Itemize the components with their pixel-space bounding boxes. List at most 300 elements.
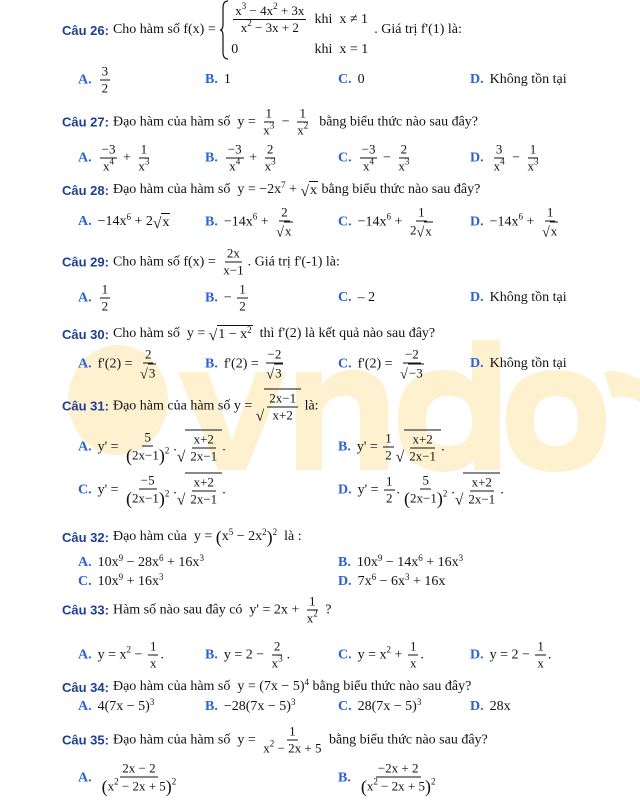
parenthesis: ( (126, 488, 133, 509)
answer-option[interactable] (78, 473, 226, 508)
answer-option[interactable] (338, 347, 428, 382)
numerator (408, 639, 419, 656)
answer-option[interactable] (338, 552, 464, 571)
math-text: f'(2) = (97, 356, 137, 371)
math-text: 1 (223, 72, 231, 87)
case-expression (231, 0, 314, 40)
option-letter: A. (78, 214, 92, 229)
math-text: 1 (299, 105, 306, 121)
answer-option[interactable] (470, 639, 551, 672)
fraction (535, 639, 546, 672)
answer-option[interactable] (78, 761, 180, 796)
answer-option[interactable] (338, 639, 424, 672)
numerator (267, 391, 298, 408)
option-letter: D. (470, 290, 484, 305)
math-text: x (310, 183, 318, 198)
answer-option[interactable] (470, 356, 567, 372)
math-text: − (278, 114, 294, 129)
answer-option[interactable] (338, 142, 413, 175)
math-text: Không tồn tại (489, 290, 567, 305)
numerator (233, 0, 306, 20)
option-letter: C. (338, 356, 352, 371)
superscript: 6 (159, 552, 164, 563)
option-letter: D. (338, 574, 352, 589)
math-text: x (527, 158, 535, 174)
denominator (361, 156, 376, 175)
math-text: x (235, 3, 242, 19)
math-text: 0 (231, 41, 239, 57)
superscript: 2 (442, 488, 448, 498)
math-text: − 3x + 2 (251, 20, 299, 36)
denominator (263, 156, 278, 175)
math-text: − (379, 150, 395, 165)
denominator (384, 491, 395, 507)
denominator (100, 778, 179, 796)
math-text: Đạo hàm của hàm số y = (112, 732, 260, 747)
math-text: 2 (239, 298, 246, 314)
answer-option[interactable] (470, 699, 511, 715)
option-letter: D. (470, 699, 484, 714)
math-text: x (493, 158, 501, 174)
math-text: − 2x (233, 529, 263, 544)
fraction (408, 205, 435, 240)
math-text: f'(2) = (357, 356, 397, 371)
math-text: x (537, 655, 544, 671)
math-text: bằng biểu thức nào sau đây? (312, 114, 478, 129)
superscript: 9 (118, 552, 124, 563)
option-letter: B. (338, 770, 351, 785)
math-text: Không tồn tại (489, 356, 567, 371)
radicand (284, 222, 293, 240)
numerator (470, 475, 494, 492)
option-letter: B. (205, 290, 218, 305)
superscript: 2 (431, 776, 436, 786)
math-text: x+2 (193, 431, 214, 447)
option-letter: C. (338, 699, 352, 714)
math-text: 7x (357, 574, 372, 589)
radicand (274, 364, 283, 382)
math-text: x (240, 20, 248, 36)
answer-option[interactable] (338, 761, 440, 796)
math-text: Đạo hàm của hàm số y = (112, 114, 260, 129)
answer-option[interactable] (78, 552, 204, 571)
math-text: 3 (495, 141, 503, 157)
numerator (266, 347, 284, 364)
answer-option[interactable] (78, 142, 153, 175)
math-text: 3 (101, 63, 109, 79)
question-label: Câu 35: (62, 732, 109, 748)
answer-option[interactable] (338, 473, 504, 508)
math-text: − (131, 647, 146, 662)
math-text: . (173, 482, 177, 497)
math-text: x (264, 158, 272, 174)
math-text: −14x (489, 214, 519, 229)
math-text: −28(7x − 5) (223, 699, 291, 714)
radical-sign-icon: √ (140, 366, 148, 383)
denominator (227, 156, 242, 175)
question-label: Câu 28: (62, 182, 109, 198)
answer-option[interactable] (78, 639, 164, 672)
question-stem (62, 0, 462, 60)
superscript: 3 (534, 156, 539, 166)
parenthesis: ) (165, 776, 172, 797)
fraction (124, 430, 171, 465)
question-stem (62, 181, 480, 199)
answer-option[interactable] (338, 290, 375, 306)
superscript: 3 (144, 156, 150, 166)
radical-sign-icon: √ (255, 407, 265, 425)
math-text: 3 (148, 365, 156, 381)
math-text: 1 (265, 105, 273, 121)
option-letter: D. (470, 647, 484, 662)
math-text: + (391, 214, 406, 229)
math-text: y' = (97, 482, 123, 497)
option-letter: B. (205, 214, 218, 229)
math-text: y' = (357, 482, 383, 497)
denominator (402, 490, 449, 508)
math-text: + (257, 214, 273, 229)
math-text: 1 (537, 638, 544, 654)
superscript: 3 (290, 696, 296, 707)
math-text: −2 (404, 346, 419, 362)
denominator (526, 156, 541, 175)
option-letter: B. (205, 699, 218, 714)
parenthesis: ) (425, 776, 432, 797)
superscript: 3 (159, 571, 164, 582)
math-text: − 2x + 5 (118, 778, 166, 794)
math-text: bằng biểu thức nào sau đây? (318, 182, 481, 197)
math-text: 4(7x − 5) (97, 699, 150, 714)
math-text: 2 (266, 141, 274, 157)
option-letter: A. (78, 555, 92, 570)
numerator (100, 142, 118, 159)
math-text: −14x (97, 214, 127, 229)
math-text: −3 (227, 141, 242, 157)
denominator (295, 120, 310, 139)
option-letter: A. (78, 356, 92, 371)
math-text: 2 (144, 346, 152, 362)
denominator (261, 738, 323, 757)
denominator (264, 364, 284, 382)
math-text: x (263, 122, 270, 138)
math-text: . (500, 482, 504, 497)
answer-option[interactable] (338, 72, 365, 88)
parenthesis: ( (360, 776, 367, 797)
math-text: 1 (529, 141, 537, 157)
denominator (359, 778, 438, 796)
math-text: 2x (226, 245, 240, 261)
fraction (407, 432, 438, 465)
math-text: y = x (97, 647, 127, 662)
superscript: 6 (371, 571, 377, 582)
square-root (396, 430, 441, 465)
cases-table (231, 0, 374, 60)
question-stem (62, 724, 488, 757)
superscript: 2 (272, 526, 278, 537)
math-text: . Giá trị f'(-1) là: (247, 254, 340, 269)
option-letter: B. (338, 439, 351, 454)
math-text: 10x (356, 555, 378, 570)
fraction (492, 142, 507, 175)
denominator (101, 156, 116, 175)
fraction (384, 474, 395, 507)
option-letter: A. (78, 647, 92, 662)
math-text: 28x (489, 699, 511, 714)
math-text: 2x−1 (410, 490, 437, 506)
denominator (492, 156, 507, 175)
math-text: x−1 (223, 262, 244, 278)
watermark-letter-o (506, 370, 606, 472)
math-text: + (285, 182, 301, 197)
answer-option[interactable] (78, 696, 155, 715)
parenthesis: ( (101, 776, 108, 797)
denominator (138, 364, 158, 382)
math-text: 1 (309, 593, 316, 609)
square-root (177, 430, 222, 465)
math-text: x+2 (471, 474, 492, 490)
math-text: + 16x (123, 574, 160, 589)
denominator (396, 156, 411, 175)
math-text: 1 (239, 281, 246, 297)
radicand (408, 364, 424, 382)
superscript: 3 (416, 696, 422, 707)
math-text: −3 (101, 141, 116, 157)
answer-option[interactable] (338, 205, 437, 240)
numerator (535, 639, 546, 656)
math-text: 3 (275, 365, 282, 381)
answer-option[interactable] (338, 571, 446, 590)
superscript: 2 (247, 17, 252, 28)
radical-sign-icon: √ (176, 491, 186, 509)
fraction (267, 391, 298, 424)
answer-option[interactable] (78, 64, 112, 97)
math-text: 2x−1 (190, 491, 218, 507)
answer-option[interactable] (205, 347, 287, 382)
answer-option[interactable] (205, 639, 290, 672)
math-text: + 16x (409, 574, 446, 589)
fraction (100, 761, 179, 796)
fraction (270, 639, 285, 672)
superscript: 6 (386, 211, 392, 222)
math-text: y = x (357, 647, 387, 662)
math-text: Cho hàm số y = (112, 326, 209, 341)
fraction (305, 594, 320, 627)
math-text: Hàm số nào sau đây có y' = 2x + (112, 602, 303, 617)
answer-option[interactable] (78, 282, 112, 315)
answer-option[interactable] (470, 205, 562, 240)
answer-option[interactable] (338, 696, 422, 715)
math-text: −2 (267, 346, 282, 362)
superscript: 3 (404, 156, 410, 166)
math-text: 1 (289, 723, 296, 739)
answer-option[interactable] (78, 430, 226, 465)
math-text: Không tồn tại (489, 72, 567, 87)
denominator (100, 299, 111, 315)
superscript: 3 (271, 156, 276, 166)
numerator (192, 432, 216, 449)
radical-sign-icon: √ (176, 448, 186, 466)
math-text: − (508, 150, 524, 165)
answer-option[interactable] (205, 696, 296, 715)
denominator (274, 222, 294, 240)
question-label: Câu 26: (62, 22, 109, 38)
fraction (136, 142, 151, 175)
superscript: 2 (269, 738, 275, 748)
radicand (550, 222, 559, 240)
denominator (188, 449, 219, 465)
math-text: y = 2 − (489, 647, 534, 662)
fraction (261, 106, 276, 139)
denominator (148, 656, 159, 672)
answer-option[interactable] (470, 142, 543, 175)
math-text: x+2 (412, 431, 433, 447)
math-text: − 4x (246, 3, 274, 19)
radicand (424, 222, 433, 240)
superscript: 4 (304, 676, 309, 687)
answer-option[interactable] (78, 571, 164, 590)
option-letter: A. (78, 770, 92, 785)
parenthesis: ( (404, 488, 411, 509)
math-text: x (138, 158, 145, 174)
math-text: 1 (409, 638, 417, 654)
math-text: − 14x (382, 555, 419, 570)
radicand (463, 473, 500, 508)
math-text: 1 − x (218, 327, 248, 342)
math-text: Đạo hàm của hàm số y = −2x (112, 182, 282, 197)
option-letter: C. (338, 290, 352, 305)
question-label: Câu 32: (62, 529, 109, 545)
math-text: 2 (281, 204, 288, 220)
math-text: . (173, 439, 177, 454)
math-text: . (222, 482, 226, 497)
superscript: 5 (228, 526, 234, 537)
math-text: 10x (97, 555, 119, 570)
math-text: . (222, 439, 226, 454)
answer-option[interactable] (78, 347, 160, 382)
math-text: 2x−1 (190, 448, 218, 464)
superscript: 2 (313, 608, 318, 618)
square-root (266, 364, 282, 382)
superscript: 3 (199, 552, 204, 563)
math-text: 1 (149, 638, 157, 654)
numerator (420, 473, 431, 490)
radicand (148, 364, 157, 382)
fraction (540, 205, 560, 240)
radical-sign-icon: √ (152, 214, 162, 232)
superscript: 4 (500, 156, 505, 166)
numerator (192, 475, 216, 492)
answer-option[interactable] (338, 430, 445, 465)
math-text: 2x−1 (409, 448, 437, 464)
option-letter: C. (338, 150, 352, 165)
numerator (120, 761, 157, 778)
math-text: − 2x + 5 (377, 778, 426, 794)
math-text: − 6x (376, 574, 406, 589)
option-letter: A. (78, 439, 92, 454)
math-text: x (162, 215, 170, 230)
math-text: x (271, 655, 279, 671)
answer-option[interactable] (205, 205, 297, 240)
answer-option[interactable] (78, 213, 170, 231)
denominator (407, 449, 438, 465)
answer-option[interactable] (470, 290, 567, 306)
parenthesis: ) (266, 527, 273, 547)
fraction (100, 142, 118, 175)
question-label: Câu 27: (62, 114, 109, 130)
math-text: 1 (101, 281, 109, 297)
math-text: 2x−1 (468, 491, 496, 507)
fraction (226, 142, 244, 175)
denominator (136, 156, 151, 175)
math-text: . (160, 647, 164, 662)
superscript: 6 (252, 211, 258, 222)
superscript: 2 (164, 488, 170, 498)
option-letter: D. (338, 482, 352, 497)
question-label: Câu 33: (62, 602, 109, 618)
answer-option[interactable] (205, 282, 250, 315)
superscript: 2 (386, 644, 392, 655)
numerator (148, 639, 159, 656)
denominator (466, 492, 497, 508)
numerator (225, 246, 242, 263)
question-label: Câu 30: (62, 326, 109, 342)
square-root (400, 364, 424, 382)
fraction (124, 473, 171, 508)
math-text: + 16x (422, 555, 459, 570)
math-text: −2x + 2 (377, 760, 419, 776)
math-text: . (396, 482, 401, 497)
math-text: x (229, 158, 236, 174)
option-letter: A. (78, 290, 92, 305)
math-text: x (366, 778, 374, 794)
denominator (221, 263, 245, 279)
math-text: Đạo hàm của hàm số y = (7x − 5) (112, 679, 305, 694)
math-text: 2 (400, 141, 408, 157)
math-text: 5 (144, 429, 151, 445)
superscript: 7 (281, 179, 286, 190)
radicand (217, 325, 252, 343)
math-text: + (119, 150, 135, 165)
numerator (143, 347, 154, 364)
answer-option[interactable] (205, 72, 231, 88)
question-label: Câu 29: (62, 254, 109, 270)
answer-option[interactable] (470, 72, 567, 88)
denominator (237, 299, 248, 315)
fraction (138, 347, 158, 382)
numerator (383, 431, 394, 448)
radical-sign-icon: √ (276, 224, 285, 241)
numerator (360, 142, 378, 159)
fraction (100, 64, 111, 97)
math-text: . (547, 647, 552, 662)
answer-option[interactable] (205, 142, 280, 175)
case-condition (314, 0, 374, 40)
math-text: 2 (101, 298, 109, 314)
math-text: bằng biểu thức nào sau đây? (309, 679, 472, 694)
math-text: 1 (385, 430, 392, 446)
math-text: 1 (418, 204, 425, 220)
superscript: 9 (118, 571, 124, 582)
fraction (396, 142, 411, 175)
numerator (416, 205, 427, 222)
math-text: f'(2) = (223, 356, 263, 371)
option-letter: C. (338, 72, 352, 87)
denominator (239, 17, 301, 36)
math-text: khi x ≠ 1 (314, 11, 369, 27)
fraction (148, 639, 159, 672)
square-root (209, 325, 253, 343)
question-stem (62, 676, 472, 695)
